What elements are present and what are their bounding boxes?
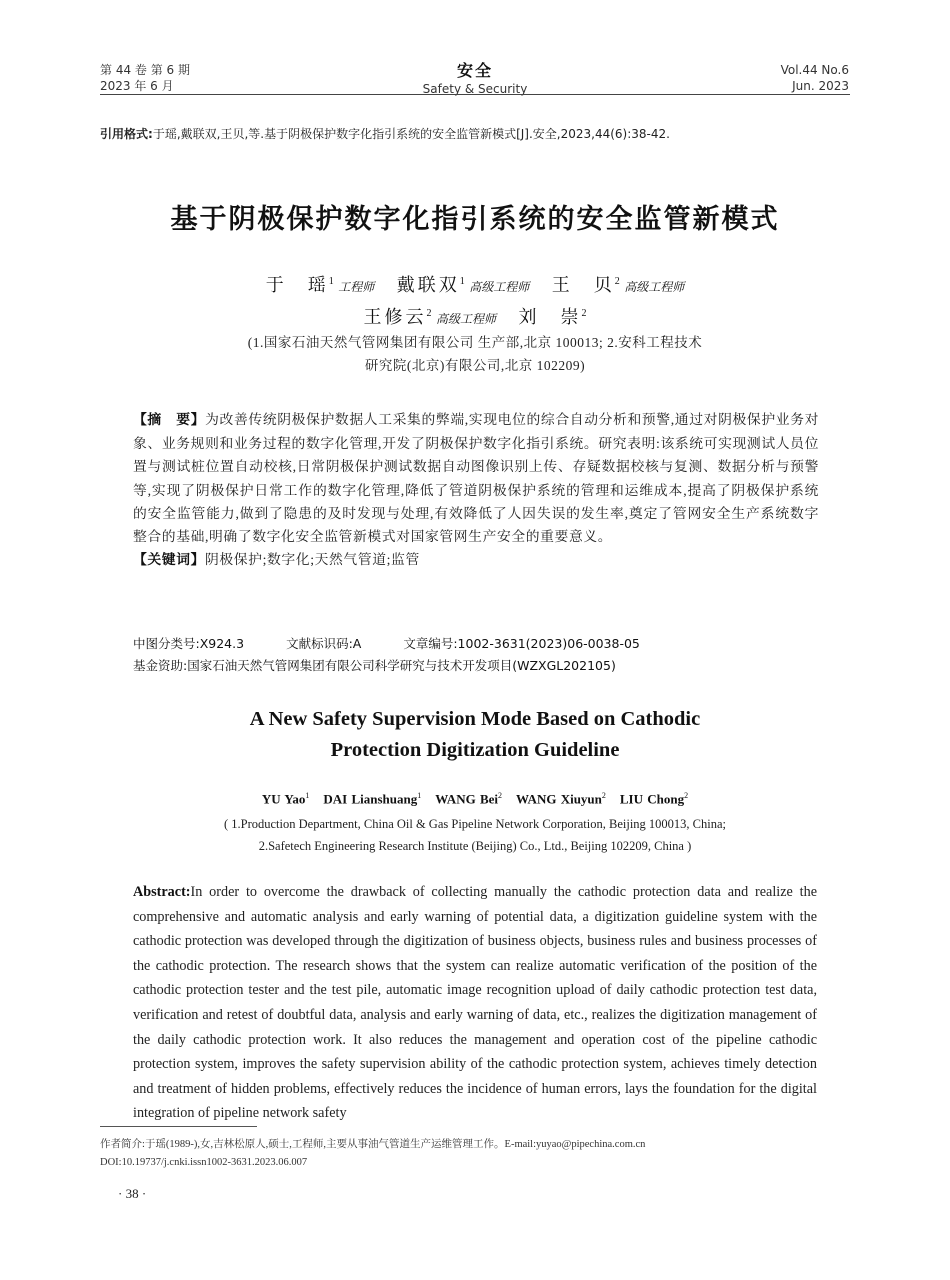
document-code: 文献标识码:A [286, 636, 362, 651]
author-affil-mark: 2 [581, 308, 587, 319]
authors-cn-line1 [0, 271, 950, 297]
doi: DOI:10.19737/j.cnki.issn1002-3631.2023.06.007 [100, 1157, 308, 1168]
author-title: 工程师 [338, 280, 375, 294]
header-right [781, 62, 849, 94]
author-name-en: DAI Lianshuang [323, 791, 418, 807]
author-name-en: YU Yao [261, 791, 306, 807]
citation-text: 于瑶,戴联双,王贝,等.基于阴极保护数字化指引系统的安全监管新模式[J].安全,2023,44(6):38-42. [152, 127, 670, 141]
author-name: 王 贝 [551, 275, 615, 295]
author-title: 高级工程师 [624, 280, 685, 294]
fund-line: 基金资助:国家石油天然气管网集团有限公司科学研究与技术开发项目(WZXGL202105) [133, 658, 616, 673]
volume-issue: 第 44 卷 第 6 期 [100, 63, 190, 77]
author-name: 于 瑶 [265, 275, 329, 295]
article-number: 文章编号:1002-3631(2023)06-0038-05 [403, 636, 640, 651]
author-affil-mark: 1 [459, 276, 465, 287]
title-en-line2: Protection Digitization Guideline [330, 739, 620, 761]
abstract-cn [133, 408, 819, 572]
citation-label: 引用格式: [100, 127, 153, 141]
affiliation-en-line1: ( 1.Production Department, China Oil & Gas Pipeline Network Corporation, Beijing 100013, China; [223, 817, 726, 831]
author-affil-mark: 2 [426, 308, 432, 319]
author-affil-mark: 2 [684, 791, 689, 800]
author-affil-mark: 1 [328, 276, 334, 287]
abstract-cn-label: 【摘 要】 [133, 412, 206, 428]
author-affil-mark: 1 [305, 791, 310, 800]
abstract-en [133, 880, 817, 1126]
author-name-en: WANG Xiuyun [516, 791, 602, 807]
footnote-divider [100, 1126, 257, 1127]
author-title: 高级工程师 [435, 312, 496, 326]
authors-en [0, 791, 950, 807]
abstract-cn-text: 为改善传统阴极保护数据人工采集的弊端,实现电位的综合自动分析和预警,通过对阴极保护业务对象、业务规则和业务过程的数字化管理,开发了阴极保护数字化指引系统。研究表明:该系统可实现测试人员位置与测试桩位置自动校核,日常阴极保护测试数据自动图像识别上传、存疑数据校核与复测、数据分析与预警等,实现了阴极保护日常工作的数字化管理,降低了管道阴极保护系统的管理和运维成本,提高了阴极保护系统的安全监管能力,做到了隐患的及时发现与处理,有效降低了人因失误的发生率,奠定了管网安全生产系统数字整合的基础,明确了数字化安全监管新模式对国家管网生产安全的重要意义。 [133, 412, 820, 545]
author-name-en: WANG Bei [435, 791, 498, 807]
page-title-cn: 基于阴极保护数字化指引系统的安全监管新模式 [170, 204, 780, 235]
author-affil-mark: 2 [601, 791, 606, 800]
author-affil-mark: 2 [614, 276, 620, 287]
abstract-en-text: In order to overcome the drawback of collecting manually the cathodic protection data and realize the comprehensive and automatic analysis and early warning of potential data, a digitization guideline system with the cathodic protection was developed through the digitization of business objects, business rules and business processes of the cathodic protection. The research shows that the system can realize automatic verification of the position of the cathodic protection tester and the test pile, automatic image recognition upload of daily cathodic protection test data, verification and retest of doubtful data, analysis and early warning of data, etc., realizes the digitization management of the daily cathodic protection work. It also reduces the management and operation cost of the pipeline cathodic protection system, improves the safety supervision ability of the cathodic protection system, achieves timely detection and treatment of hidden problems, effectively reduces the incidence of human errors, lays the foundation for the digital integration of pipeline network safety [133, 884, 817, 1122]
author-intro: 作者简介:于瑶(1989-),女,吉林松原人,硕士,工程师,主要从事油气管道生产运维管理工作。E-mail:yuyao@pipechina.com.cn [100, 1139, 646, 1150]
authors-cn-line2 [0, 303, 950, 329]
author-name: 刘 崇 [518, 307, 582, 327]
affiliation-cn-line1: (1.国家石油天然气管网集团有限公司 生产部,北京 100013; 2.安科工程技术 [247, 335, 703, 350]
title-en-line1: A New Safety Supervision Mode Based on Cathodic [249, 708, 701, 730]
journal-title-cn: 安全 [456, 61, 493, 80]
issue-date-cn: 2023 年 6 月 [100, 79, 174, 93]
author-name: 王修云 [363, 307, 427, 327]
author-name: 戴联双 [396, 275, 460, 295]
classification-line [133, 634, 682, 652]
page-title-en [0, 704, 950, 766]
clc-number: 中图分类号:X924.3 [133, 636, 245, 651]
page-number: · 38 · [118, 1186, 147, 1201]
author-affil-mark: 2 [498, 791, 502, 800]
header-divider [100, 94, 850, 95]
author-affil-mark: 1 [417, 791, 422, 800]
author-name-en: LIU Chong [619, 791, 685, 807]
issue-date-en: Jun. 2023 [792, 79, 849, 93]
keywords-text: 阴极保护;数字化;天然气管道;监管 [204, 552, 420, 568]
citation [100, 125, 670, 142]
affiliation-cn-line2: 研究院(北京)有限公司,北京 102209) [364, 358, 586, 373]
keywords-label: 【关键词】 [133, 552, 205, 569]
volume-issue-en: Vol.44 No.6 [780, 63, 849, 77]
keywords-cn [133, 548, 819, 572]
affiliation-cn [0, 331, 950, 377]
abstract-en-label: Abstract: [133, 884, 191, 900]
journal-title-en: Safety & Security [422, 82, 528, 96]
author-title: 高级工程师 [469, 280, 530, 294]
affiliation-en-line2: 2.Safetech Engineering Research Institute (Beijing) Co., Ltd., Beijing 102209, China ) [258, 839, 692, 853]
